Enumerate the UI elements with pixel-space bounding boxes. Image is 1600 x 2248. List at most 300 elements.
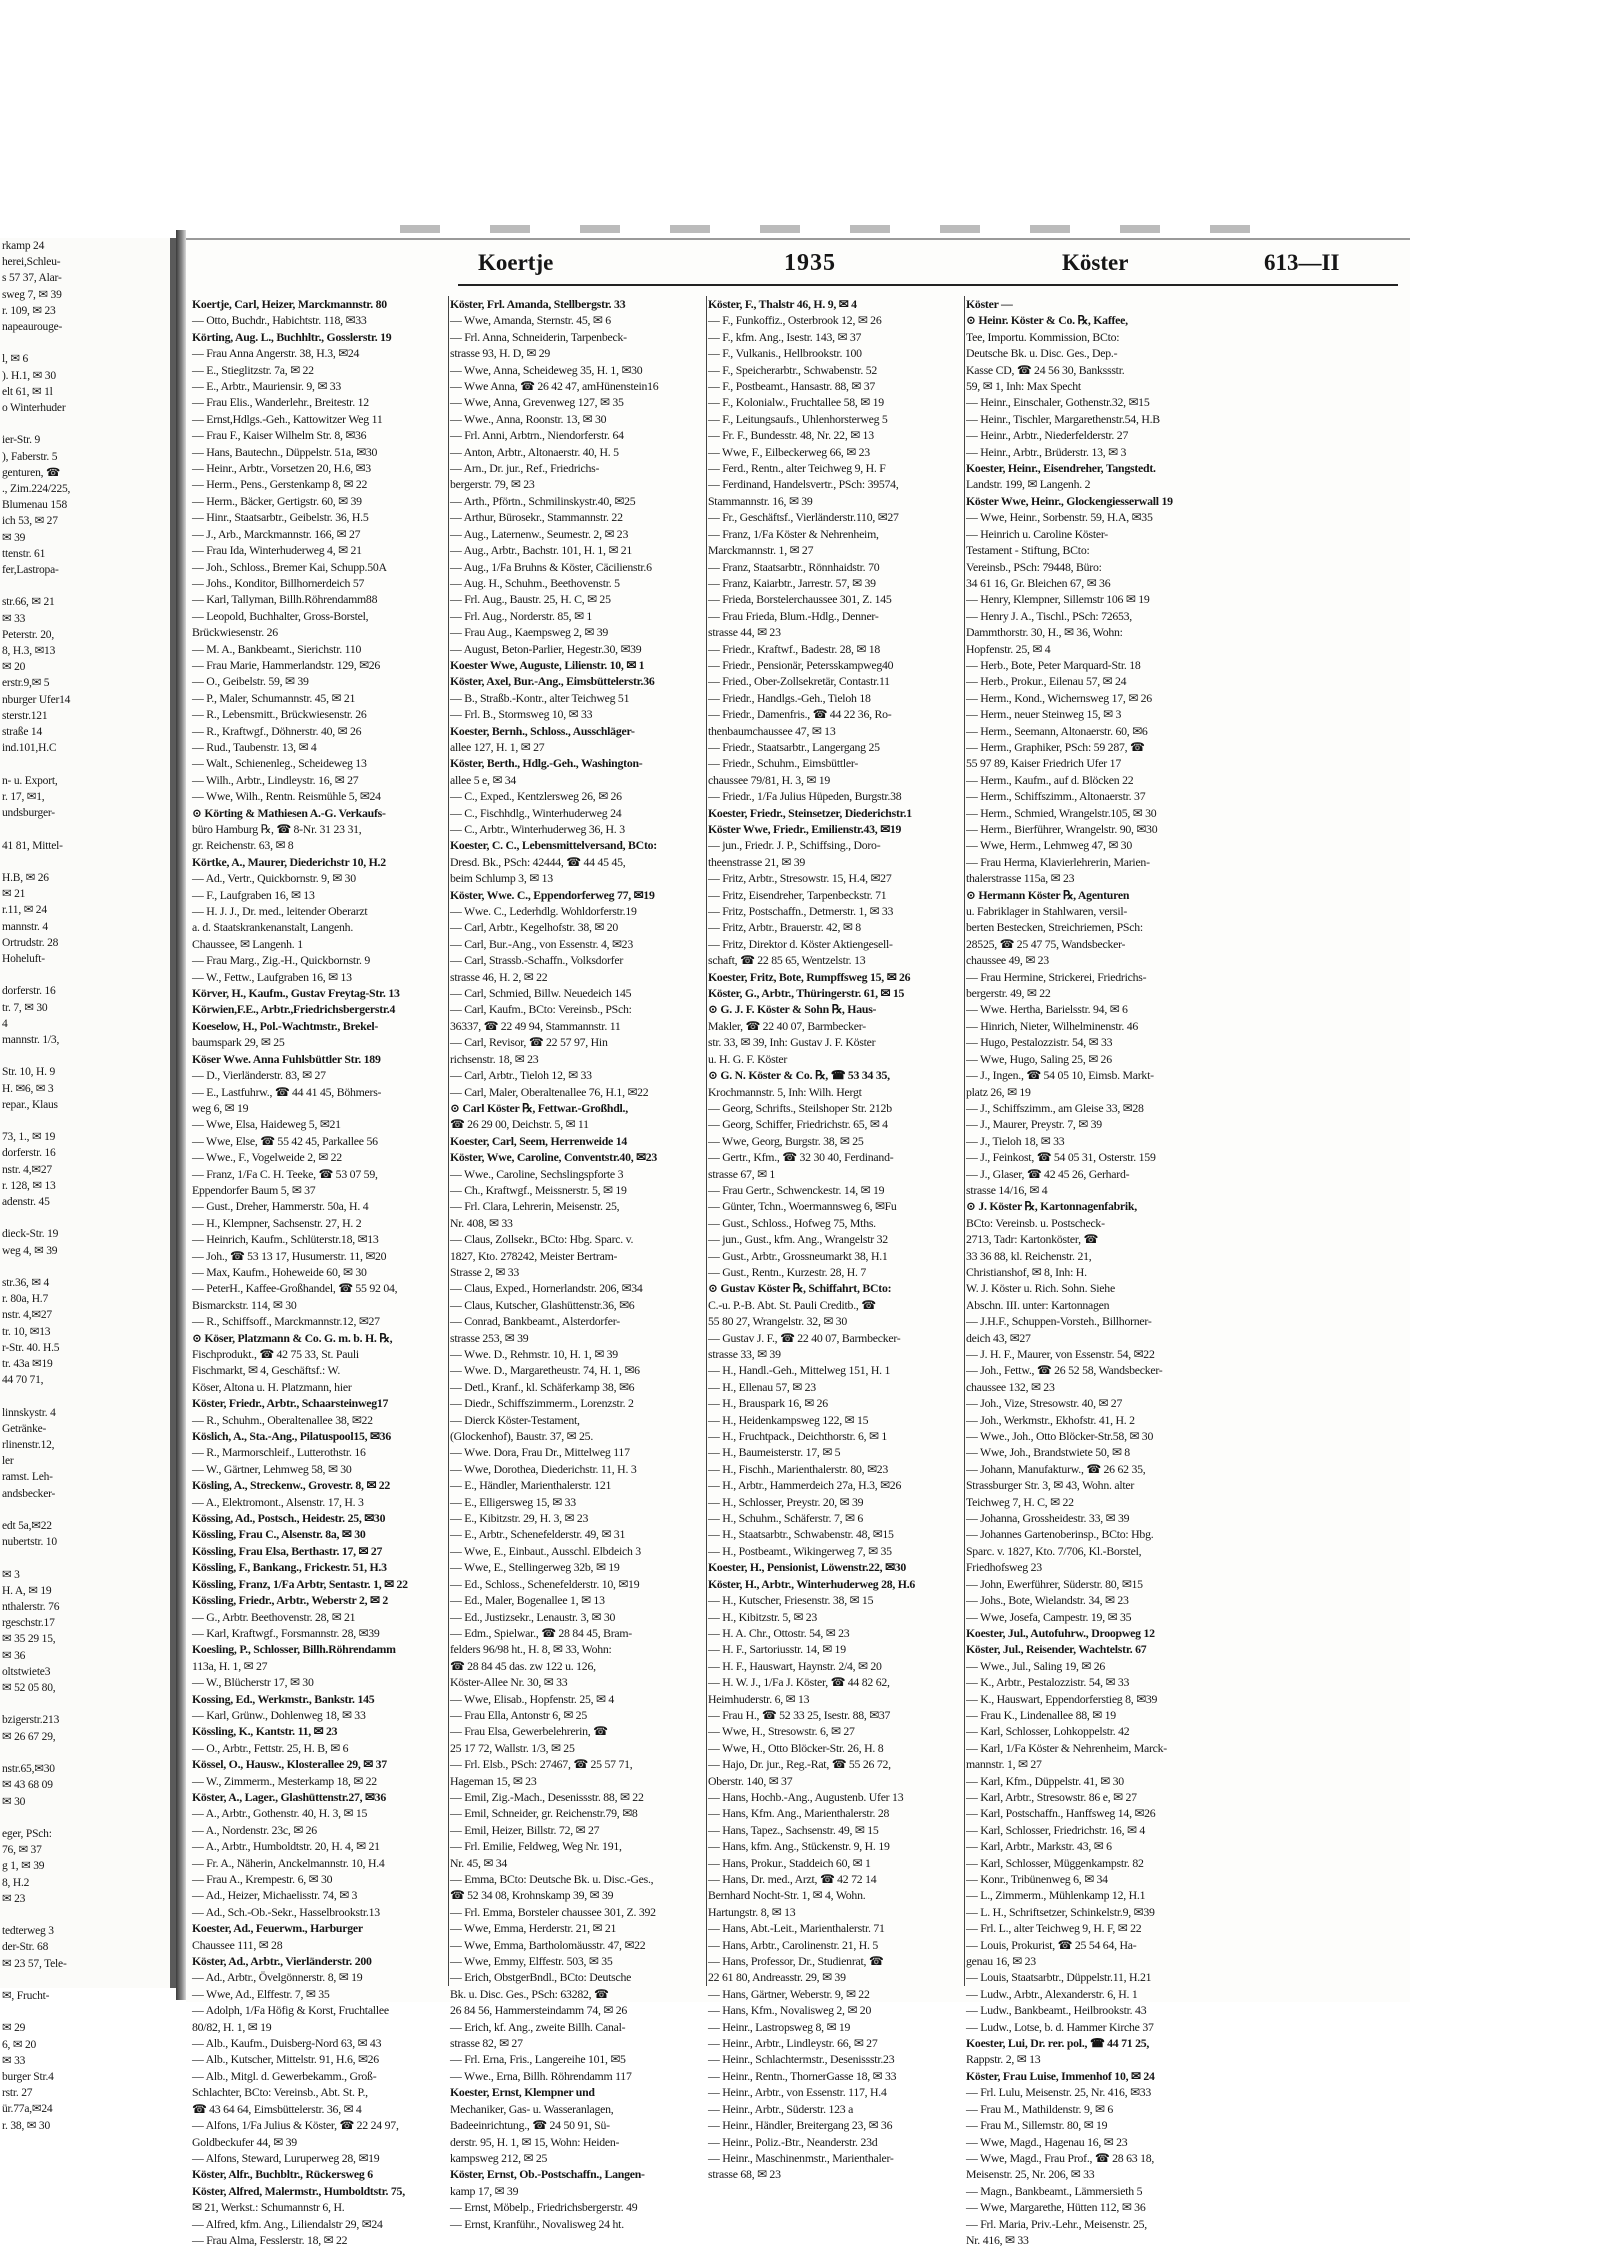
- prev-page-fragment: r. 109, ✉ 23: [2, 304, 56, 317]
- directory-entry: — H., Kutscher, Friesenstr. 38, ✉ 15: [708, 1593, 874, 1608]
- directory-entry: Koesling, P., Schlosser, Billh.Röhrendamm: [192, 1642, 396, 1657]
- prev-page-fragment: mannstr. 1/3,: [2, 1033, 60, 1046]
- page-number: 613—II: [1264, 250, 1340, 275]
- directory-entry: Krochmannstr. 5, Inh: Wilh. Hergt: [708, 1084, 862, 1099]
- prev-page-fragment: r.11, ✉ 24: [2, 904, 47, 917]
- prev-page-fragment: ttenstr. 61: [2, 547, 46, 560]
- directory-entry: — Johanna, Grossheidestr. 33, ✉ 39: [966, 1511, 1130, 1526]
- prev-page-fragment: rkamp 24: [2, 240, 45, 252]
- directory-entry: — Wwe, Elisab., Hopfenstr. 25, ✉ 4: [450, 1691, 615, 1706]
- directory-entry: Kösling, A., Streckenw., Grovestr. 8, ✉ 22: [192, 1478, 391, 1493]
- column-4: [966, 296, 1221, 2248]
- directory-entry: — Frl. Emma, Borsteler chaussee 301, Z. 392: [450, 1904, 656, 1919]
- prev-page-fragment: rstr. 27: [2, 2087, 33, 2100]
- directory-entry: — Heinr., Arbtr., Brüderstr. 13, ✉ 3: [966, 444, 1127, 459]
- directory-entry: Hartungstr. 8, ✉ 13: [708, 1904, 796, 1919]
- prev-page-fragment: [0, 1810, 170, 1826]
- directory-entry: — D., Vierländerstr. 83, ✉ 27: [192, 1068, 326, 1083]
- prev-page-fragment: ramst. Leh-: [2, 1471, 53, 1484]
- directory-entry: Fischprodukt., ☎ 42 75 33, St. Pauli: [192, 1347, 359, 1361]
- directory-entry: Koester, Carl, Seem, Herrenweide 14: [450, 1133, 627, 1148]
- directory-entry: — Alb., Mitgl. d. Gewerbekamm., Groß-: [192, 2068, 377, 2083]
- prev-page-fragment: ✉ 23 57, Tele-: [2, 1957, 67, 1970]
- column-3: [708, 296, 963, 2183]
- directory-entry: — Frau Elsa, Gewerbelehrerin, ☎: [450, 1724, 608, 1739]
- directory-entry: — Herm., Kond., Wichernsweg 17, ✉ 26: [966, 690, 1152, 705]
- directory-entry: — J., Maurer, Preystr. 7, ✉ 39: [966, 1117, 1102, 1132]
- directory-entry: 2713, Tadr: Kartonköster, ☎: [966, 1232, 1098, 1247]
- directory-entry: Meisenstr. 25, Nr. 206, ✉ 33: [966, 2167, 1095, 2182]
- directory-entry: — Wwe. C., Lederhdlg. Wohldorferstr.19: [450, 904, 637, 919]
- directory-entry: — Hans, Abt.-Leit., Marienthalerstr. 71: [708, 1921, 885, 1936]
- directory-entry: — Wwe., Jul., Saling 19, ✉ 26: [966, 1658, 1106, 1673]
- directory-entry: Hopfenstr. 25, ✉ 4: [966, 641, 1051, 656]
- directory-entry: strasse 253, ✉ 39: [450, 1330, 529, 1345]
- directory-entry: — Claus, Zollsekr., BCto: Hbg. Sparc. v.: [450, 1232, 634, 1247]
- directory-entry: — P., Maler, Schumannstr. 45, ✉ 21: [192, 690, 356, 705]
- directory-entry: — Louis, Prokurist, ☎ 25 54 64, Ha-: [966, 1937, 1137, 1952]
- directory-entry: — Wwe, Ad., Elffestr. 7, ✉ 35: [192, 1986, 330, 2001]
- prev-page-fragment: ✉ 33: [2, 2054, 26, 2067]
- prev-page-fragment: H. ✉6, ✉ 3: [2, 1082, 54, 1095]
- directory-entry: 34 61 16, Gr. Bleichen 67, ✉ 36: [966, 575, 1111, 590]
- directory-entry: chaussee 49, ✉ 23: [966, 953, 1049, 968]
- directory-entry: — jun., Gust., kfm. Ang., Wrangelstr 32: [708, 1232, 888, 1247]
- prev-page-fragment: [0, 1696, 170, 1712]
- directory-entry: — John, Ewerführer, Süderstr. 80, ✉15: [966, 1576, 1143, 1591]
- prev-page-fragment: [0, 2004, 170, 2020]
- directory-entry: — Heinr., Arbtr., Vorsetzen 20, H.6, ✉3: [192, 461, 371, 476]
- directory-entry: Mechaniker, Gas- u. Wasseranlagen,: [450, 2101, 614, 2116]
- prev-page-fragment: ✉ 21: [2, 888, 26, 901]
- directory-entry: — Friedr., Staatsarbtr., Langergang 25: [708, 739, 880, 754]
- directory-entry: 28525, ☎ 25 47 75, Wandsbecker-: [966, 936, 1126, 951]
- directory-entry: — Ferd., Rentn., alter Teichweg 9, H. F: [708, 461, 886, 476]
- directory-entry: Köster, A., Lager., Glashüttenstr.27, ✉36: [192, 1789, 386, 1804]
- directory-entry: — jun., Friedr. J. P., Schiffsing., Doro-: [708, 838, 881, 853]
- directory-entry: — Alfons, 1/Fa Julius & Köster, ☎ 22 24 97,: [192, 2118, 399, 2133]
- directory-entry: — Fritz, Arbtr., Brauerstr. 42, ✉ 8: [708, 920, 861, 935]
- directory-entry: ⊙ Köser, Platzmann & Co. G. m. b. H. ℞,: [192, 1330, 393, 1345]
- directory-entry: — F., Laufgraben 16, ✉ 13: [192, 887, 315, 902]
- prev-page-fragment: ich 53, ✉ 27: [2, 515, 58, 528]
- directory-entry: — Wwe. Dora, Frau Dr., Mittelweg 117: [450, 1445, 630, 1460]
- directory-entry: — F., Kolonialw., Fruchtallee 58, ✉ 19: [708, 395, 884, 410]
- directory-entry: Kossing, Ed., Werkmstr., Bankstr. 145: [192, 1691, 375, 1706]
- directory-entry: — F., Speicherarbtr., Schwabenstr. 52: [708, 362, 878, 377]
- directory-entry: — Wwe., F., Vogelweide 2, ✉ 22: [192, 1150, 342, 1165]
- directory-entry: — Henry, Klempner, Sillemstr 106 ✉ 19: [966, 592, 1150, 607]
- prev-page-fragment: [0, 1259, 170, 1275]
- directory-entry: Köster, H., Arbtr., Winterhuderweg 28, H.6: [708, 1576, 916, 1591]
- directory-entry: — Frl. Anni, Arbtrn., Niendorferstr. 64: [450, 428, 624, 443]
- prev-page-fragment: [0, 335, 170, 351]
- directory-entry: — Hans, Bautechn., Düppelstr. 51a, ✉30: [192, 444, 378, 459]
- directory-entry: Abschn. III. unter: Kartonnagen: [966, 1297, 1110, 1312]
- prev-page-fragment: tr. 10, ✉13: [2, 1325, 51, 1338]
- directory-entry: — Heinr., Poliz.-Btr., Neanderstr. 23d: [708, 2134, 878, 2149]
- directory-entry: ⊙ G. N. Köster & Co. ℞, ☎ 53 34 35,: [708, 1068, 890, 1083]
- directory-entry: — Aug. H., Schuhm., Beethovenstr. 5: [450, 575, 620, 590]
- directory-entry: — Karl, Postschaffn., Hanffsweg 14, ✉26: [966, 1806, 1156, 1821]
- prev-page-fragment: nstr. 4,✉27: [2, 1163, 52, 1176]
- directory-entry: kampsweg 212, ✉ 25: [450, 2150, 548, 2165]
- directory-entry: 59, ✉ 1, Inh: Max Specht: [966, 379, 1081, 394]
- directory-entry: — Carl, Arbtr., Tieloh 12, ✉ 33: [450, 1068, 592, 1083]
- directory-entry: — M. A., Bankbeamt., Sierichstr. 110: [192, 641, 362, 656]
- directory-entry: Deutsche Bk. u. Disc. Ges., Dep.-: [966, 346, 1118, 361]
- directory-entry: — E., Arbtr., Mauriensir. 9, ✉ 33: [192, 379, 342, 394]
- directory-entry: — Frau Herma, Klavierlehrerin, Marien-: [966, 854, 1150, 869]
- directory-entry: — C., Arbtr., Winterhuderweg 36, H. 3: [450, 822, 625, 836]
- directory-entry: — J. H. F., Maurer, von Essenstr. 54, ✉22: [966, 1347, 1155, 1361]
- directory-entry: — Frl. Erna, Fris., Langereihe 101, ✉5: [450, 2052, 626, 2067]
- prev-page-fragment: ✉ 30: [2, 1795, 26, 1808]
- prev-page-fragment: [0, 1210, 170, 1226]
- directory-entry: 33 36 88, kl. Reichenstr. 21,: [966, 1248, 1092, 1263]
- prev-page-fragment: ), Faberstr. 5: [2, 450, 58, 463]
- prev-page-fragment: ind.101,H.C: [2, 742, 57, 755]
- directory-entry: — Frl. Emilie, Feldweg, Weg Nr. 191,: [450, 1839, 622, 1854]
- directory-entry: — K., Arbtr., Pestalozzistr. 54, ✉ 33: [966, 1675, 1130, 1690]
- directory-entry: theenstrasse 21, ✉ 39: [708, 854, 806, 869]
- directory-entry: — Frau Marie, Hammerlandstr. 129, ✉26: [192, 657, 381, 672]
- prev-page-fragment: [0, 1907, 170, 1923]
- directory-entry: Tee, Importu. Kommission, BCto:: [966, 329, 1120, 344]
- directory-entry: — B., Straßb.-Kontr., alter Teichweg 51: [450, 690, 630, 705]
- prev-page-fragment: H. A, ✉ 19: [2, 1584, 52, 1597]
- directory-entry: — Frau Ida, Winterhuderweg 4, ✉ 21: [192, 543, 362, 558]
- directory-entry: — Wwe, Emmy, Elffestr. 503, ✉ 35: [450, 1954, 613, 1969]
- prev-page-fragment: [0, 578, 170, 594]
- directory-entry: — Johs., Bote, Wielandstr. 34, ✉ 23: [966, 1593, 1129, 1608]
- prev-page-fragment: [0, 1502, 170, 1518]
- directory-entry: — H. J. J., Dr. med., leitender Oberarzt: [192, 904, 368, 919]
- directory-entry: Friedhofsweg 23: [966, 1560, 1042, 1575]
- directory-entry: — Wwe. Hertha, Barielsstr. 94, ✉ 6: [966, 1002, 1128, 1017]
- directory-entry: Vereinsb., PSch: 79448, Büro:: [966, 559, 1102, 574]
- directory-entry: — Wwe, E., Einbaut., Ausschl. Elbdeich 3: [450, 1543, 641, 1558]
- directory-entry: Fischmarkt, ✉ 4, Geschäftsf.: W.: [192, 1363, 341, 1378]
- directory-entry: — Hinr., Staatsarbtr., Geibelstr. 36, H.5: [192, 510, 369, 525]
- prev-page-fragment: r-Str. 40. H.5: [2, 1341, 60, 1354]
- directory-entry: — Wwe., Anna, Roonstr. 13, ✉ 30: [450, 411, 607, 426]
- directory-entry: — H., Schlosser, Preystr. 20, ✉ 39: [708, 1494, 864, 1509]
- directory-entry: — H., Fruchtpack., Deichthorstr. 6, ✉ 1: [708, 1429, 888, 1444]
- directory-entry: — Henry J. A., Tischl., PSch: 72653,: [966, 608, 1133, 623]
- prev-page-fragment: adenstr. 45: [2, 1195, 50, 1208]
- directory-entry: chaussee 132, ✉ 23: [966, 1379, 1055, 1394]
- prev-page-fragment: str.36, ✉ 4: [2, 1277, 50, 1289]
- directory-entry: — Aug., Laternenw., Seumestr. 2, ✉ 23: [450, 526, 629, 541]
- directory-entry: ☎ 52 34 08, Krohnskamp 39, ✉ 39: [450, 1888, 614, 1903]
- directory-entry: — Frau K., Lindenallee 88, ✉ 19: [966, 1707, 1116, 1722]
- directory-entry: — E., Elligersweg 15, ✉ 33: [450, 1494, 576, 1509]
- directory-entry: bergerstr. 79, ✉ 23: [450, 477, 535, 492]
- directory-entry: Koester Wwe, Auguste, Lilienstr. 10, ✉ 1: [450, 657, 645, 672]
- directory-entry: Badeeinrichtung., ☎ 24 50 91, Sü-: [450, 2118, 610, 2133]
- directory-entry: — H., Staatsarbtr., Schwabenstr. 48, ✉15: [708, 1527, 894, 1542]
- directory-entry: — Frau Anna Angerstr. 38, H.3, ✉24: [192, 346, 360, 361]
- prev-page-fragment: Blumenau 158: [2, 499, 67, 512]
- directory-entry: — Walt., Schienenleg., Scheideweg 13: [192, 756, 367, 771]
- directory-entry: — Emil, Schneider, gr. Reichenstr.79, ✉8: [450, 1806, 638, 1821]
- directory-entry: — Dierck Köster-Testament,: [450, 1412, 580, 1427]
- directory-entry: u. H. G. F. Köster: [708, 1051, 788, 1066]
- prev-page-fragment: linnskystr. 4: [2, 1406, 56, 1419]
- directory-entry: — Joh., Fettw., ☎ 26 52 58, Wandsbecker-: [966, 1363, 1163, 1378]
- directory-entry: — A., Elektromont., Alsenstr. 17, H. 3: [192, 1494, 364, 1509]
- prev-page-fragment: n- u. Export,: [2, 774, 58, 787]
- directory-entry: — Wwe, F., Eilbeckerweg 66, ✉ 23: [708, 444, 870, 459]
- directory-entry: Köslich, A., Sta.-Ang., Pilatuspool15, ✉36: [192, 1429, 391, 1444]
- directory-entry: — Wwe, Herm., Lehmweg 47, ✉ 30: [966, 838, 1132, 853]
- prev-page-fragment: l, ✉ 6: [2, 353, 29, 366]
- prev-page-fragment: 44 70 71,: [2, 1374, 44, 1387]
- directory-entry: BCto: Vereinsb. u. Postscheck-: [966, 1215, 1105, 1230]
- directory-entry: a. d. Staatskrankenanstalt, Langenh.: [192, 920, 354, 935]
- directory-entry: — Karl, Grünw., Dohlenweg 18, ✉ 33: [192, 1707, 366, 1722]
- directory-entry: — Ferdinand, Handelsvertr., PSch: 39574,: [708, 477, 899, 492]
- directory-entry: — Wwe, Magd., Frau Prof., ☎ 28 63 18,: [966, 2150, 1155, 2165]
- directory-entry: — Ludw., Bankbeamt., Heilbrookstr. 43: [966, 2003, 1147, 2018]
- directory-entry: — E., Arbtr., Schenefelderstr. 49, ✉ 31: [450, 1527, 626, 1542]
- directory-entry: 55 80 27, Wrangelstr. 32, ✉ 30: [708, 1314, 847, 1329]
- directory-entry: — Claus, Exped., Hornerlandstr. 206, ✉34: [450, 1281, 643, 1296]
- directory-entry: Köster, Axel, Bur.-Ang., Eimsbüttelerstr.36: [450, 674, 655, 689]
- prev-page-fragment: oltstwiete3: [2, 1665, 51, 1678]
- prev-page-fragment: 41 81, Mittel-: [2, 839, 63, 852]
- directory-entry: — Frau A., Krempestr. 6, ✉ 30: [192, 1872, 333, 1886]
- directory-entry: — Frl. L., alter Teichweg 9, H. F, ✉ 22: [966, 1921, 1142, 1936]
- directory-entry: — Friedr., Kraftwf., Badestr. 28, ✉ 18: [708, 641, 881, 656]
- directory-entry: — Hajo, Dr. jur., Reg.-Rat, ☎ 55 26 72,: [708, 1757, 891, 1772]
- bleed-through-text: [400, 225, 1300, 233]
- directory-entry: Hageman 15, ✉ 23: [450, 1773, 537, 1788]
- prev-page-fragment: r. 128, ✉ 13: [2, 1179, 56, 1192]
- directory-entry: allee 127, H. 1, ✉ 27: [450, 739, 545, 754]
- directory-entry: Köster, Frl. Amanda, Stellbergstr. 33: [450, 297, 626, 311]
- directory-entry: — Wwe, E., Stellingerweg 32b, ✉ 19: [450, 1560, 620, 1575]
- directory-entry: Chaussee 111, ✉ 28: [192, 1937, 283, 1952]
- directory-entry: — Georg, Schrifts., Steilshoper Str. 212b: [708, 1100, 892, 1115]
- directory-entry: strasse 46, H. 2, ✉ 22: [450, 969, 548, 984]
- directory-entry: derstr. 95, H. 1, ✉ 15, Wohn: Heiden-: [450, 2134, 620, 2149]
- directory-entry: Schlachter, BCto: Vereinsb., Abt. St. P.,: [192, 2085, 368, 2100]
- directory-entry: — Ed., Schloss., Schenefelderstr. 10, ✉19: [450, 1576, 640, 1591]
- directory-entry: — H., Ellenau 57, ✉ 23: [708, 1379, 816, 1394]
- directory-entry: — Frl. B., Stormsweg 10, ✉ 33: [450, 707, 593, 722]
- directory-entry: — H., Baumeisterstr. 17, ✉ 5: [708, 1445, 841, 1460]
- prev-page-fragment: [0, 1550, 170, 1566]
- directory-entry: 113a, H. 1, ✉ 27: [192, 1658, 268, 1673]
- directory-entry: — Frau Hermine, Strickerei, Friedrichs-: [966, 969, 1147, 984]
- directory-entry: — Adolph, 1/Fa Höfig & Korst, Fruchtallee: [192, 2003, 389, 2018]
- directory-entry: — R., Schuhm., Oberaltenallee 38, ✉22: [192, 1412, 373, 1427]
- directory-entry: — Fr. A., Näherin, Anckelmannstr. 10, H.4: [192, 1855, 385, 1870]
- column-divider: [964, 296, 965, 1986]
- prev-page-fragment: tedterweg 3: [2, 1925, 54, 1938]
- directory-entry: ⊙ J. Köster ℞, Kartonnagenfabrik,: [966, 1199, 1137, 1214]
- prev-page-fragment: ✉ 39: [2, 531, 26, 544]
- directory-entry: — Frau Alma, Fesslerstr. 18, ✉ 22: [192, 2232, 348, 2247]
- directory-entry: — E., Kibitzstr. 29, H. 3, ✉ 23: [450, 1511, 589, 1526]
- directory-entry: — Hans, Tapez., Sachsenstr. 49, ✉ 15: [708, 1822, 879, 1837]
- prev-page-fragment: sterstr.121: [2, 709, 48, 722]
- prev-page-fragment: nstr. 4,✉27: [2, 1309, 52, 1322]
- directory-entry: — Herm., Graphiker, PSch: 59 287, ☎: [966, 739, 1145, 754]
- prev-page-fragment: ✉ 36: [2, 1649, 26, 1662]
- directory-entry: — Hans, Hochb.-Ang., Augustenb. Ufer 13: [708, 1789, 904, 1804]
- directory-entry: ⊙ G. J. F. Köster & Sohn ℞, Haus-: [708, 1002, 877, 1017]
- directory-entry: — Ludw., Arbtr., Alexanderstr. 6, H. 1: [966, 1986, 1138, 2001]
- directory-entry: — Frl. Aug., Baustr. 25, H. C, ✉ 25: [450, 592, 611, 607]
- directory-entry: — Hans, Arbtr., Carolinenstr. 21, H. 5: [708, 1937, 879, 1952]
- directory-entry: — Carl, Maler, Oberaltenallee 76, H.1, ✉22: [450, 1084, 649, 1099]
- directory-entry: — Herb., Bote, Peter Marquard-Str. 18: [966, 657, 1141, 672]
- directory-entry: — Emma, BCto: Deutsche Bk. u. Disc.-Ges.,: [450, 1872, 654, 1886]
- directory-entry: — Ed., Justizsekr., Lenaustr. 3, ✉ 30: [450, 1609, 616, 1624]
- directory-entry: — Hans, Kfm., Novalisweg 2, ✉ 20: [708, 2003, 872, 2018]
- directory-entry: — C., Exped., Kentzlersweg 26, ✉ 26: [450, 789, 622, 804]
- directory-entry: Köster Wwe, Friedr., Emilienstr.43, ✉19: [708, 822, 902, 836]
- prev-page-fragment: nburger Ufer14: [2, 693, 71, 706]
- directory-entry: Koester, Fritz, Bote, Rumpffsweg 15, ✉ 26: [708, 969, 911, 984]
- directory-entry: thenbaumchaussee 47, ✉ 13: [708, 723, 836, 738]
- column-1: [192, 296, 447, 2248]
- directory-entry: Kössling, Frau C., Alsenstr. 8a, ✉ 30: [192, 1527, 366, 1542]
- directory-entry: — H., Postbeamt., Wikingerweg 7, ✉ 35: [708, 1543, 892, 1558]
- directory-entry: Eppendorfer Baum 5, ✉ 37: [192, 1182, 316, 1197]
- directory-entry: Kasse CD, ☎ 24 56 30, Bankssstr.: [966, 362, 1125, 377]
- directory-entry: Landstr. 199, ✉ Langenh. 2: [966, 477, 1091, 492]
- directory-entry: Köster, Alfred, Malermstr., Humboldtstr. 75,: [192, 2183, 405, 2198]
- directory-entry: büro Hamburg ℞, ☎ 8-Nr. 31 23 31,: [192, 822, 362, 836]
- directory-entry: weg 6, ✉ 19: [192, 1100, 249, 1115]
- directory-entry: — H., Fischh., Marienthalerstr. 80, ✉23: [708, 1461, 889, 1476]
- directory-entry: ⊙ Heinr. Köster & Co. ℞, Kaffee,: [966, 313, 1128, 328]
- directory-entry: — Wwe, Josefa, Campestr. 19, ✉ 35: [966, 1609, 1132, 1624]
- directory-entry: — Alb., Kutscher, Mittelstr. 91, H.6, ✉26: [192, 2052, 379, 2067]
- prev-page-fragment: nubertstr. 10: [2, 1536, 57, 1549]
- directory-entry: — Johann, Manufakturw., ☎ 26 62 35,: [966, 1461, 1146, 1476]
- directory-entry: — Karl, Schlosser, Lohkoppelstr. 42: [966, 1724, 1130, 1739]
- directory-entry: — A., Arbtr., Gothenstr. 40, H. 3, ✉ 15: [192, 1806, 368, 1821]
- directory-entry: Kössling, K., Kantstr. 11, ✉ 23: [192, 1724, 338, 1739]
- directory-entry: Goldbeckufer 44, ✉ 39: [192, 2134, 297, 2149]
- prev-page-fragment: erstr.9,✉ 5: [2, 677, 50, 690]
- directory-entry: Koeselow, H., Pol.-Wachtmstr., Brekel-: [192, 1018, 379, 1033]
- directory-entry: — Ad., Vertr., Quickbornstr. 9, ✉ 30: [192, 871, 356, 886]
- directory-entry: 36337, ☎ 22 49 94, Stammannstr. 11: [450, 1018, 621, 1033]
- directory-entry: Koertje, Carl, Heizer, Marckmannstr. 80: [192, 297, 387, 311]
- directory-entry: — Karl, Arbtr., Markstr. 43, ✉ 6: [966, 1839, 1112, 1854]
- directory-entry: — Alb., Kaufm., Duisberg-Nord 63, ✉ 43: [192, 2036, 382, 2051]
- prev-page-fragment: Str. 10, H. 9: [2, 1066, 55, 1079]
- prev-page-fragment: repar., Klaus: [2, 1098, 58, 1111]
- prev-page-fragment: dorferstr. 16: [2, 1147, 56, 1160]
- directory-entry: baumspark 29, ✉ 25: [192, 1035, 285, 1050]
- directory-entry: Körtke, A., Maurer, Diederichstr 10, H.2: [192, 854, 386, 869]
- prev-page-fragment: str.66, ✉ 21: [2, 596, 55, 609]
- directory-entry: — H., Handl.-Geh., Mittelweg 151, H. 1: [708, 1363, 891, 1378]
- directory-entry: — F., kfm. Ang., Isestr. 143, ✉ 37: [708, 329, 862, 344]
- directory-entry: — Fritz, Eisendreher, Tarpenbeckstr. 71: [708, 887, 887, 902]
- directory-entry: — F., Postbeamt., Hansastr. 88, ✉ 37: [708, 379, 876, 394]
- directory-entry: Köster, Ernst, Ob.-Postschaffn., Langen-: [450, 2167, 645, 2182]
- directory-entry: mannstr. 1, ✉ 27: [966, 1757, 1042, 1772]
- directory-entry: Köster, Friedr., Arbtr., Schaarsteinweg17: [192, 1396, 389, 1411]
- directory-entry: Chaussee, ✉ Langenh. 1: [192, 936, 303, 951]
- directory-entry: — W., Zimmerm., Mesterkamp 18, ✉ 22: [192, 1773, 377, 1788]
- directory-entry: — Franz, 1/Fa C. H. Teeke, ☎ 53 07 59,: [192, 1166, 378, 1181]
- directory-entry: C.-u. P.-B. Abt. St. Pauli Creditb., ☎: [708, 1297, 876, 1312]
- prev-page-fragment: mannstr. 4: [2, 920, 48, 933]
- directory-entry: — Hans, Gärtner, Weberstr. 9, ✉ 22: [708, 1986, 870, 2001]
- prev-page-fragment: g 1, ✉ 39: [2, 1860, 45, 1873]
- directory-entry: — Herm., Schiffszimm., Altonaerstr. 37: [966, 789, 1146, 804]
- prev-page-fragment: ✉ 3: [2, 1568, 20, 1581]
- prev-page-fragment: burger Str.4: [2, 2070, 54, 2083]
- prev-page-fragment: undsburger-: [2, 807, 55, 820]
- directory-entry: — Wwe, Joh., Brandstwiete 50, ✉ 8: [966, 1445, 1130, 1460]
- prev-page-fragment: elt 61, ✉ 1l: [2, 385, 53, 398]
- directory-entry: — H., Arbtr., Hammerdeich 27a, H.3, ✉26: [708, 1478, 902, 1493]
- directory-entry: Koester, Jul., Autofuhrw., Droopweg 12: [966, 1625, 1155, 1640]
- prev-page-fragment: [0, 757, 170, 773]
- directory-entry: — Arn., Dr. jur., Ref., Friedrichs-: [450, 461, 600, 476]
- directory-entry: genau 16, ✉ 23: [966, 1954, 1036, 1969]
- directory-entry: — Joh., Werkmstr., Ekhofstr. 41, H. 2: [966, 1412, 1135, 1427]
- directory-entry: — Heinrich u. Caroline Köster-: [966, 526, 1108, 541]
- prev-page-fragment: [0, 1972, 170, 1988]
- prev-page-fragment: o Winterhuder: [2, 402, 66, 415]
- directory-entry: — W., Blücherstr 17, ✉ 30: [192, 1675, 314, 1690]
- directory-entry: ☎ 28 84 45 das. zw 122 u. 126,: [450, 1658, 596, 1673]
- book-gutter: [176, 230, 186, 2000]
- directory-entry: — Arthur, Bürosekr., Stammannstr. 22: [450, 510, 623, 525]
- directory-entry: — Emil, Zig.-Mach., Desenissstr. 88, ✉ 22: [450, 1789, 644, 1804]
- directory-entry: — J.H.F., Schuppen-Vorsteh., Billhorner-: [966, 1314, 1152, 1329]
- directory-entry: — Carl, Arbtr., Kegelhofstr. 38, ✉ 20: [450, 920, 619, 935]
- prev-page-fragment: 73, 1., ✉ 19: [2, 1131, 56, 1144]
- directory-entry: — H., Heidenkampsweg 122, ✉ 15: [708, 1412, 869, 1427]
- directory-entry: Teichweg 7, H. C, ✉ 22: [966, 1494, 1074, 1509]
- directory-entry: — W., Fettw., Laufgraben 16, ✉ 13: [192, 969, 352, 984]
- directory-entry: — Hinrich, Nieter, Wilhelminenstr. 46: [966, 1018, 1139, 1033]
- prev-page-fragment: tr. 43a ✉19: [2, 1358, 53, 1371]
- directory-entry: Heimhuderstr. 6, ✉ 13: [708, 1691, 810, 1706]
- directory-entry: — H., Kibitzstr. 5, ✉ 23: [708, 1609, 818, 1624]
- prev-page-fragment: edt 5a,✉22: [2, 1520, 52, 1533]
- directory-entry: Testament - Stiftung, BCto:: [966, 543, 1090, 558]
- prev-page-fragment: rgeschstr.17: [2, 1617, 55, 1630]
- directory-entry: Köster, Berth., Hdlg.-Geh., Washington-: [450, 756, 643, 771]
- directory-entry: Dammthorstr. 30, H., ✉ 36, Wohn:: [966, 625, 1123, 640]
- directory-entry: — Hans, Dr. med., Arzt, ☎ 42 72 14: [708, 1872, 877, 1886]
- directory-entry: — R., Kraftwgf., Döhnerstr. 40, ✉ 26: [192, 723, 362, 738]
- directory-entry: — K., Hauswart, Eppendorferstieg 8, ✉39: [966, 1691, 1158, 1706]
- directory-entry: Kössling, Friedr., Arbtr., Weberstr 2, ✉ 2: [192, 1593, 389, 1608]
- prev-page-fragment: nthalerstr. 76: [2, 1601, 60, 1614]
- directory-entry: — Friedr., Schuhm., Eimsbüttler-: [708, 756, 859, 771]
- directory-entry: schaft, ☎ 22 85 65, Wentzelstr. 13: [708, 953, 866, 968]
- directory-entry: — Hans, Prokur., Staddeich 60, ✉ 1: [708, 1855, 871, 1870]
- prev-page-fragment: ür.77a,✉24: [2, 2103, 53, 2116]
- directory-entry: — F., Leitungsaufs., Uhlenhorsterweg 5: [708, 411, 888, 426]
- directory-entry: — Frl. Maria, Priv.-Lehr., Meisenstr. 25,: [966, 2216, 1147, 2231]
- directory-entry: — Max, Kaufm., Hoheweide 60, ✉ 30: [192, 1264, 367, 1279]
